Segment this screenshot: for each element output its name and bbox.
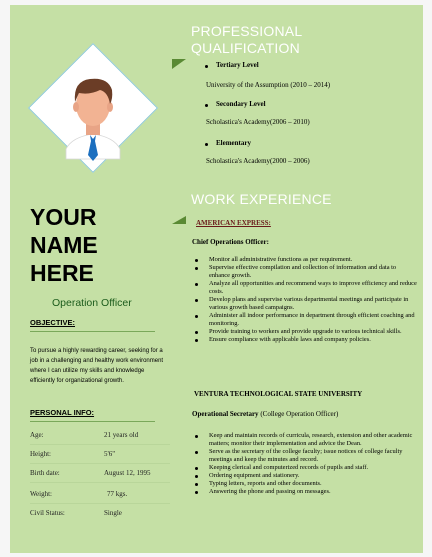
list-item: Provide training to workers and provide upgrade to various technical skills. — [192, 328, 418, 336]
divider — [30, 331, 155, 332]
title-line: PROFESSIONAL — [191, 23, 303, 39]
list-item: Answering the phone and passing on messages. — [192, 488, 418, 496]
name-line: HERE — [30, 260, 94, 286]
bullet-icon — [205, 143, 208, 146]
objective-heading: OBJECTIVE: — [30, 318, 76, 327]
info-value: 21 years old — [104, 431, 139, 439]
candidate-name — [30, 203, 98, 287]
work-experience-title: WORK EXPERIENCE — [191, 191, 332, 207]
divider — [30, 503, 170, 504]
name-line: YOUR — [30, 204, 97, 230]
qualification-school: Scholastica's Academy(2000 – 2006) — [206, 157, 310, 165]
info-value: August 12, 1995 — [104, 469, 151, 477]
list-item: Monitor all administrative functions as per requirement. — [192, 256, 418, 264]
position-title: Chief Operations Officer: — [192, 238, 269, 246]
list-item: Ordering equipment and stationery. — [192, 472, 418, 480]
qualification-level: Elementary — [216, 139, 251, 147]
name-line: NAME — [30, 232, 98, 258]
duty-list — [192, 432, 418, 496]
list-item: Serve as the secretary of the college faculty; issue notices of college faculty meetings and keep the minutes and record. — [192, 448, 418, 464]
duty-list — [192, 256, 418, 344]
info-value: 77 kgs. — [107, 490, 128, 498]
divider — [30, 463, 170, 464]
company-name: VENTURA TECHNOLOGICAL STATE UNIVERSITY — [194, 390, 363, 398]
left-column — [10, 5, 173, 553]
qualification-school: Scholastica's Academy(2006 – 2010) — [206, 118, 310, 126]
personal-info-heading: PERSONAL INFO: — [30, 408, 95, 417]
qualification-level: Tertiary Level — [216, 61, 259, 69]
info-value: Single — [104, 509, 122, 517]
objective-text: To pursue a highly rewarding career, seeking for a job in a challenging and healthy work environment where I can utilize my skills and knowledge efficiently for organizational growth. — [30, 348, 164, 384]
position-note: (College Operation Officer) — [258, 410, 339, 418]
title-line: QUALIFICATION — [191, 40, 300, 56]
avatar-icon — [46, 57, 141, 167]
list-item: Supervise effective compilation and collection of information and data to enhance growth. — [192, 264, 418, 280]
divider — [30, 482, 170, 483]
list-item: Ensure compliance with applicable laws and company policies. — [192, 336, 418, 344]
bullet-icon — [205, 65, 208, 68]
position-title-main: Operational Secretary — [192, 410, 259, 418]
list-item: Analyze all opportunities and recommend ways to improve efficiency and reduce costs. — [192, 280, 418, 296]
section-marker-icon — [172, 216, 186, 224]
list-item: Administer all indoor performance in department through efficient coaching and monitoring. — [192, 312, 418, 328]
position-title — [192, 410, 338, 418]
qualification-title — [191, 23, 302, 57]
info-label: Weight: — [30, 490, 52, 498]
info-label: Age: — [30, 431, 44, 439]
list-item: Keep and maintain records of curricula, research, extension and other academic matters; monitor their implementation and advice the Dean. — [192, 432, 418, 448]
info-label: Height: — [30, 450, 51, 458]
qualification-level: Secondary Level — [216, 100, 266, 108]
divider — [30, 421, 155, 422]
list-item: Develop plans and supervise various departmental meetings and participate in various growth based campaigns. — [192, 296, 418, 312]
resume-page — [10, 5, 423, 553]
list-item: Typing letters, reports and other documents. — [192, 480, 418, 488]
info-value: 5'6" — [104, 450, 116, 458]
info-label: Civil Status: — [30, 509, 65, 517]
qualification-school: University of the Assumption (2010 – 2014) — [206, 81, 331, 89]
job-role: Operation Officer — [52, 297, 132, 309]
company-name: AMERICAN EXPRESS: — [196, 219, 271, 227]
info-label: Birth date: — [30, 469, 60, 477]
list-item: Keeping clerical and computerized records of pupils and staff. — [192, 464, 418, 472]
bullet-icon — [205, 104, 208, 107]
section-marker-icon — [172, 59, 186, 69]
divider — [30, 444, 170, 445]
